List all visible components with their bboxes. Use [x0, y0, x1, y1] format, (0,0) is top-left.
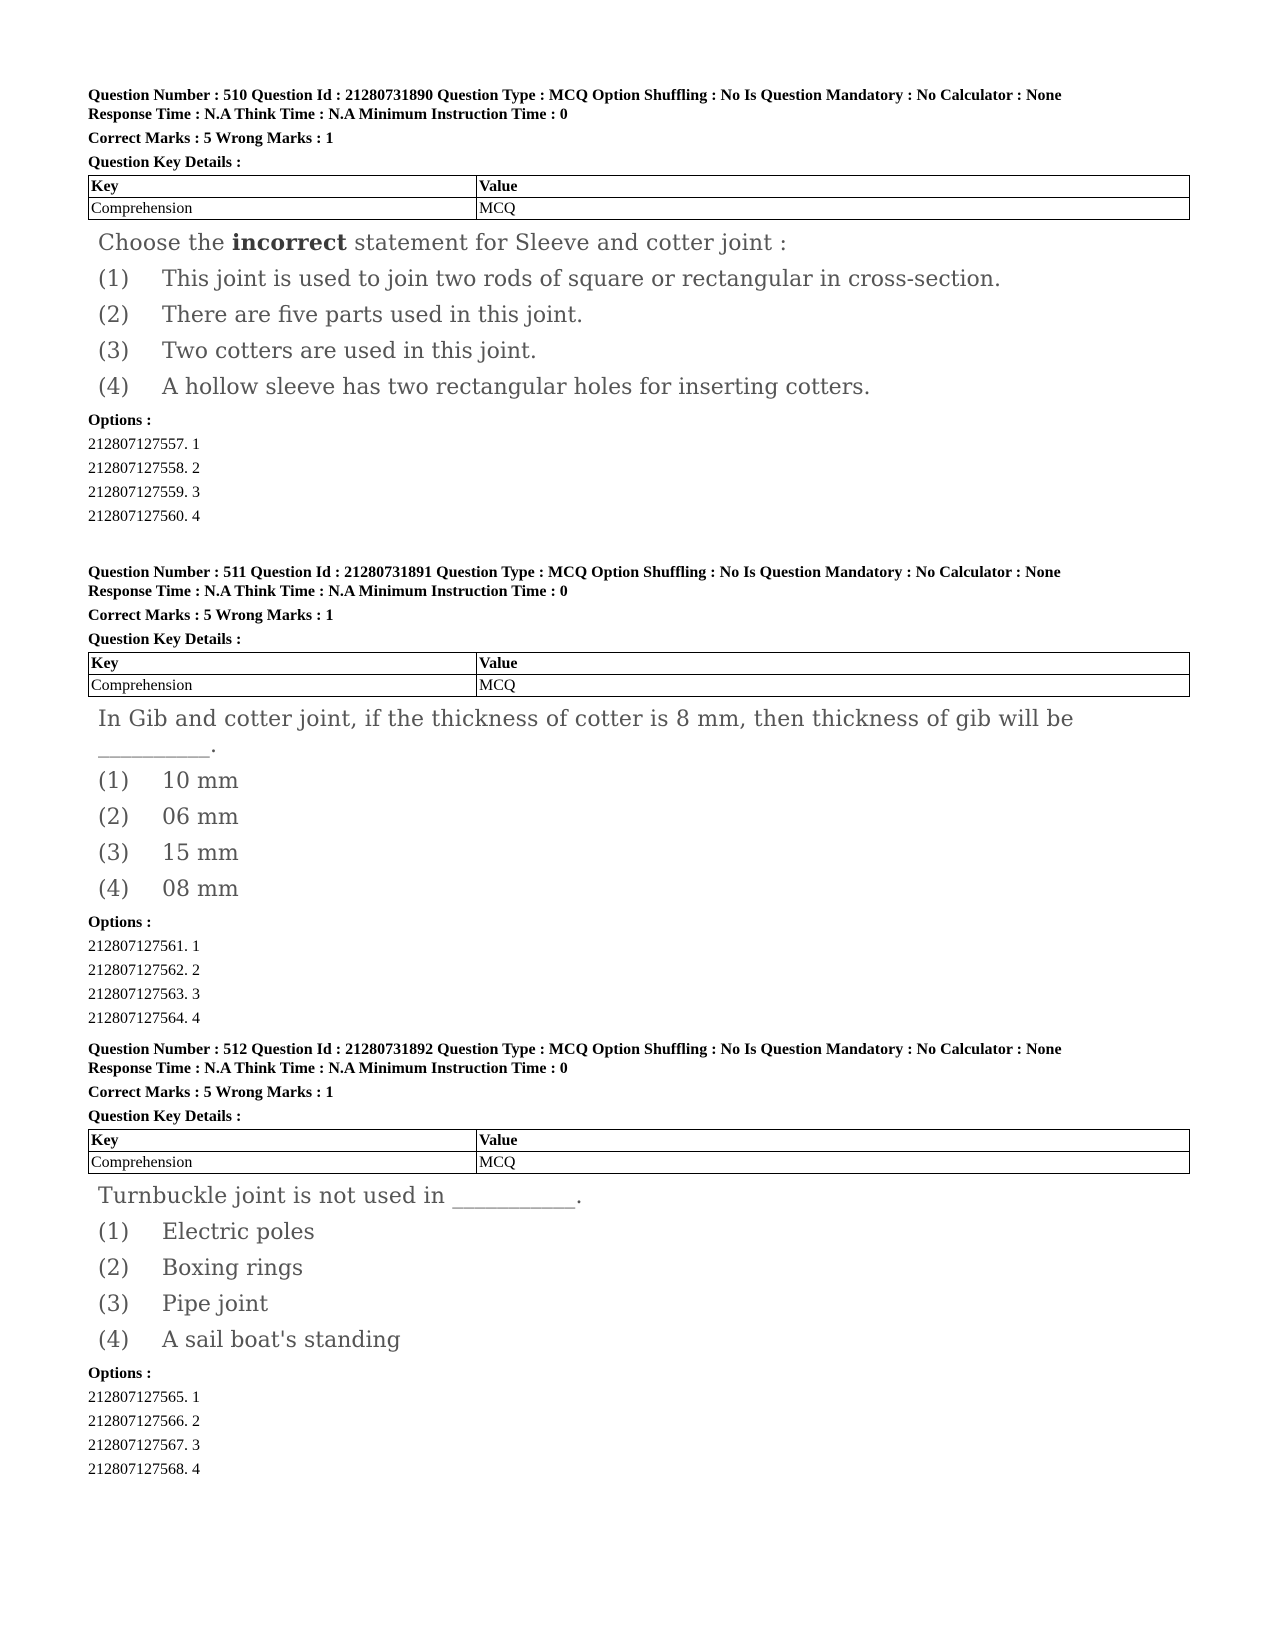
choice-text: Pipe joint	[162, 1292, 269, 1317]
marks-line: Correct Marks : 5 Wrong Marks : 1	[88, 1084, 334, 1101]
question-meta-line1: Question Number : 511 Question Id : 21280731891 Question Type : MCQ Option Shuffling : No Is Question Mandatory : No Calculator : None	[88, 564, 1061, 581]
question-meta-line1: Question Number : 510 Question Id : 21280731890 Question Type : MCQ Option Shuffling : No Is Question Mandatory : No Calculator : None	[88, 87, 1062, 104]
stem-text-before: Choose the	[98, 231, 233, 256]
option-id-line: 212807127567. 3	[88, 1437, 200, 1454]
choice-text: 08 mm	[162, 877, 239, 902]
option-id-line: 212807127568. 4	[88, 1461, 200, 1478]
option-id-line: 212807127562. 2	[88, 962, 200, 979]
option-id-line: 212807127563. 3	[88, 986, 200, 1003]
question-meta-line2: Response Time : N.A Think Time : N.A Minimum Instruction Time : 0	[88, 1060, 568, 1077]
question-meta-line1: Question Number : 512 Question Id : 21280731892 Question Type : MCQ Option Shuffling : No Is Question Mandatory : No Calculator : None	[88, 1041, 1062, 1058]
choice-item	[98, 267, 1190, 293]
choice-item	[98, 805, 1190, 831]
option-id-line: 212807127560. 4	[88, 508, 200, 525]
choice-number: (4)	[98, 877, 130, 902]
choice-text: A hollow sleeve has two rectangular holes for inserting cotters.	[162, 375, 871, 400]
choice-number: (2)	[98, 303, 130, 328]
choice-text: There are five parts used in this joint.	[162, 303, 584, 328]
key-details-label: Question Key Details :	[88, 154, 242, 171]
value-cell: MCQ	[477, 1152, 1190, 1174]
choice-text: Boxing rings	[162, 1256, 304, 1281]
choice-text: 10 mm	[162, 769, 239, 794]
key-details-label: Question Key Details :	[88, 631, 242, 648]
key-header-cell: Key	[89, 176, 477, 198]
choice-item	[98, 303, 1190, 329]
value-header-cell: Value	[477, 1130, 1190, 1152]
option-id-line: 212807127557. 1	[88, 436, 200, 453]
key-cell: Comprehension	[89, 675, 477, 697]
choice-item	[98, 877, 1190, 903]
choice-number: (3)	[98, 339, 130, 364]
value-cell: MCQ	[477, 198, 1190, 220]
question-stem: Turnbuckle joint is not used in ___________.	[98, 1184, 583, 1209]
key-table-row	[89, 198, 1190, 220]
stem-text-bold: incorrect	[232, 230, 347, 256]
key-table-header-row	[89, 653, 1190, 675]
choice-item	[98, 1256, 1190, 1282]
choice-number: (1)	[98, 769, 130, 794]
question-meta-line2: Response Time : N.A Think Time : N.A Minimum Instruction Time : 0	[88, 583, 568, 600]
choice-text: 15 mm	[162, 841, 239, 866]
value-header-cell: Value	[477, 653, 1190, 675]
question-block-512	[88, 1040, 1190, 1479]
question-meta-line2: Response Time : N.A Think Time : N.A Minimum Instruction Time : 0	[88, 106, 568, 123]
key-details-table	[88, 175, 1190, 220]
choice-item	[98, 339, 1190, 365]
key-cell: Comprehension	[89, 198, 477, 220]
choice-item	[98, 769, 1190, 795]
value-cell: MCQ	[477, 675, 1190, 697]
choice-item	[98, 1220, 1190, 1246]
options-label: Options :	[88, 914, 152, 931]
choice-text: 06 mm	[162, 805, 239, 830]
choice-number: (4)	[98, 1328, 130, 1353]
option-id-line: 212807127566. 2	[88, 1413, 200, 1430]
choice-number: (2)	[98, 805, 130, 830]
choice-item	[98, 1292, 1190, 1318]
question-block-511	[88, 563, 1190, 1028]
key-table-header-row	[89, 1130, 1190, 1152]
choice-item	[98, 841, 1190, 867]
option-id-line: 212807127564. 4	[88, 1010, 200, 1027]
key-header-cell: Key	[89, 1130, 477, 1152]
choice-text: This joint is used to join two rods of square or rectangular in cross-section.	[162, 267, 1001, 292]
option-id-line: 212807127559. 3	[88, 484, 200, 501]
key-details-table	[88, 652, 1190, 697]
marks-line: Correct Marks : 5 Wrong Marks : 1	[88, 607, 334, 624]
key-header-cell: Key	[89, 653, 477, 675]
stem-text-after: statement for Sleeve and cotter joint :	[347, 231, 788, 256]
choice-text: Electric poles	[162, 1220, 315, 1245]
choice-text: A sail boat's standing	[162, 1328, 401, 1353]
key-details-label: Question Key Details :	[88, 1108, 242, 1125]
option-id-line: 212807127558. 2	[88, 460, 200, 477]
options-label: Options :	[88, 412, 152, 429]
choice-item	[98, 1328, 1190, 1354]
option-id-line: 212807127565. 1	[88, 1389, 200, 1406]
question-stem: In Gib and cotter joint, if the thickness of cotter is 8 mm, then thickness of gib will be __________.	[98, 707, 1074, 758]
key-table-row	[89, 675, 1190, 697]
choice-number: (2)	[98, 1256, 130, 1281]
value-header-cell: Value	[477, 176, 1190, 198]
choice-item	[98, 375, 1190, 401]
question-block-510	[88, 86, 1190, 526]
choice-number: (3)	[98, 841, 130, 866]
choice-number: (1)	[98, 1220, 130, 1245]
key-table-row	[89, 1152, 1190, 1174]
key-cell: Comprehension	[89, 1152, 477, 1174]
marks-line: Correct Marks : 5 Wrong Marks : 1	[88, 130, 334, 147]
choice-number: (3)	[98, 1292, 130, 1317]
choice-text: Two cotters are used in this joint.	[162, 339, 537, 364]
option-id-line: 212807127561. 1	[88, 938, 200, 955]
choice-number: (1)	[98, 267, 130, 292]
choice-number: (4)	[98, 375, 130, 400]
key-table-header-row	[89, 176, 1190, 198]
question-stem	[98, 230, 1190, 257]
options-label: Options :	[88, 1365, 152, 1382]
key-details-table	[88, 1129, 1190, 1174]
